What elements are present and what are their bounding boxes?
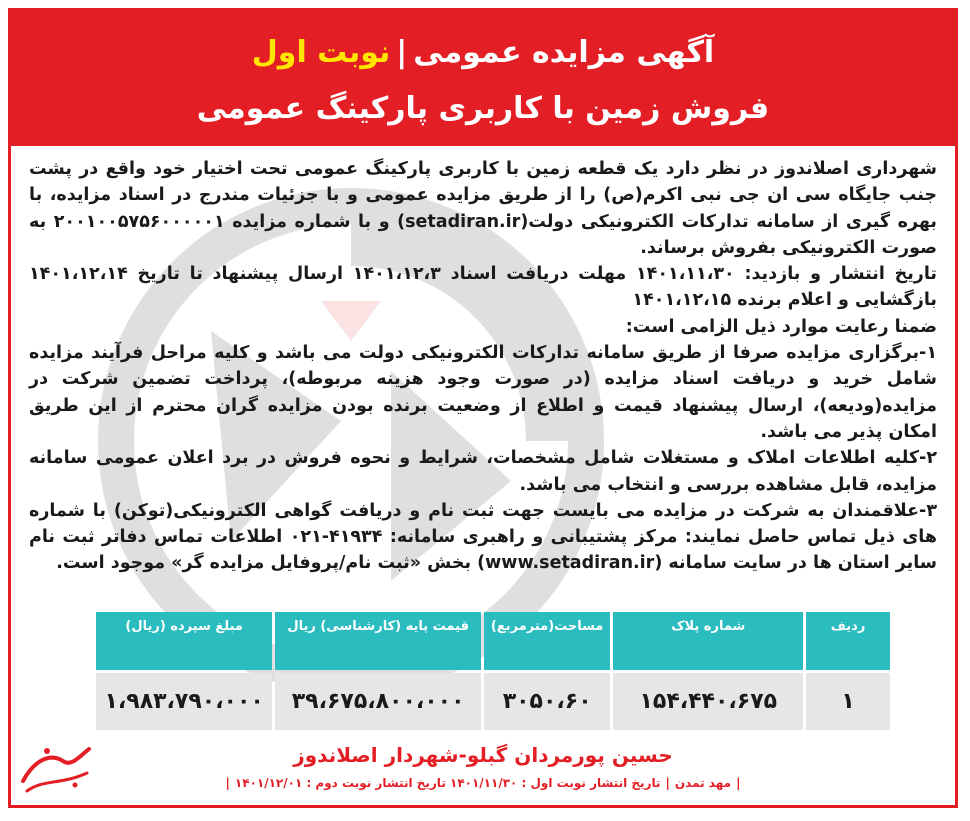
mahd-tamadon-logo	[17, 739, 97, 801]
body-paragraph-requirements: ضمنا رعایت موارد ذیل الزامی است:	[625, 316, 937, 337]
table-row	[96, 673, 890, 730]
body-paragraph-item-1: ۱-برگزاری مزایده صرفا از طریق سامانه تدارکات الکترونیکی دولت می باشد و کلیه مراحل فرآیند مزایده شامل خرید و دریافت اسناد مزایده (در صورت وجود هزینه مربوطه)، پرداخت تضمین شرکت در مزایده(ودیعه)، ارسال پیشنهاد قیمت و اطلاع از وضعیت برنده بودن مزایده گران محترم از این طریق امکان پذیر می باشد.	[29, 343, 937, 442]
round-label: نوبت اول	[251, 35, 391, 70]
ad-header	[11, 11, 955, 146]
title-text: آگهی مزایده عمومی	[413, 35, 715, 70]
ad-frame	[8, 8, 958, 808]
col-base-price: قیمت پایه (کارشناسی) ریال	[275, 612, 481, 670]
col-area: مساحت(مترمربع)	[484, 612, 610, 670]
body-paragraph-intro: شهرداری اصلاندوز در نظر دارد یک قطعه زمین با کاربری پارکینگ عمومی تحت اختیار خود واقع در پشت جنب جایگاه سی ان جی نبی اکرم(ص) را از طریق مزایده عمومی و با جزئیات مندرج در اسناد مزایده، با بهره گیری از سامانه تدارکات الکترونیکی دولت(setadiran.ir) و با شماره مزایده ۲۰۰۱۰۰۵۷۵۶۰۰۰۰۰۱ به صورت الکترونیکی بفروش برساند.	[29, 159, 937, 258]
ad-body	[29, 156, 937, 577]
table-header-row	[96, 612, 890, 670]
col-deposit: مبلغ سپرده (ریال)	[96, 612, 272, 670]
body-paragraph-item-2: ۲-کلیه اطلاعات املاک و مستغلات شامل مشخصات، شرایط و نحوه فروش در برد اعلان عمومی سامانه مزایده، قابل مشاهده بررسی و انتخاب می باشد.	[29, 448, 937, 495]
col-plate-number: شماره پلاک	[613, 612, 803, 670]
ad-subtitle: فروش زمین با کاربری پارکینگ عمومی	[196, 91, 770, 126]
body-paragraph-dates: تاریخ انتشار و بازدید: ۱۴۰۱،۱۱،۳۰ مهلت دریافت اسناد ۱۴۰۱،۱۲،۳ ارسال پیشنهاد تا تاریخ ۱۴۰۱،۱۲،۱۴ بازگشایی و اعلام برنده ۱۴۰۱،۱۲،۱۵	[29, 264, 937, 311]
col-row-number: ردیف	[806, 612, 890, 670]
auction-table	[93, 609, 893, 733]
cell-area: ۳۰۵۰،۶۰	[484, 673, 610, 730]
cell-plate-number: ۱۵۴،۴۴۰،۶۷۵	[613, 673, 803, 730]
publication-dates: تاریخ انتشار نوبت اول : ۱۴۰۱/۱۱/۳۰ تاریخ انتشار نوبت دوم : ۱۴۰۱/۱۲/۰۱	[234, 776, 661, 790]
signer-name: حسین پورمردان گبلو-شهردار اصلاندوز	[293, 743, 673, 767]
publisher-name: مهد تمدن	[674, 776, 732, 790]
cell-row-number: ۱	[806, 673, 890, 730]
ad-title	[11, 31, 955, 75]
title-separator: |	[396, 35, 408, 70]
cell-deposit: ۱،۹۸۳،۷۹۰،۰۰۰	[96, 673, 272, 730]
publication-info: |مهد تمدن|تاریخ انتشار نوبت اول : ۱۴۰۱/۱۱/۳۰ تاریخ انتشار نوبت دوم : ۱۴۰۱/۱۲/۰۱|	[225, 776, 741, 790]
body-paragraph-item-3: ۳-علاقمندان به شرکت در مزایده می بایست جهت ثبت نام و دریافت گواهی الکترونیکی(توکن) با شماره های ذیل تماس حاصل نمایند: مرکز پشتیبانی و راهبری سامانه: ۴۱۹۳۴-۰۲۱ اطلاعات تماس دفاتر ثبت نام سایر استان ها در سایت سامانه (www.setadiran.ir) بخش «ثبت نام/پروفایل مزایده گر» موجود است.	[29, 500, 937, 574]
cell-base-price: ۳۹،۶۷۵،۸۰۰،۰۰۰	[275, 673, 481, 730]
